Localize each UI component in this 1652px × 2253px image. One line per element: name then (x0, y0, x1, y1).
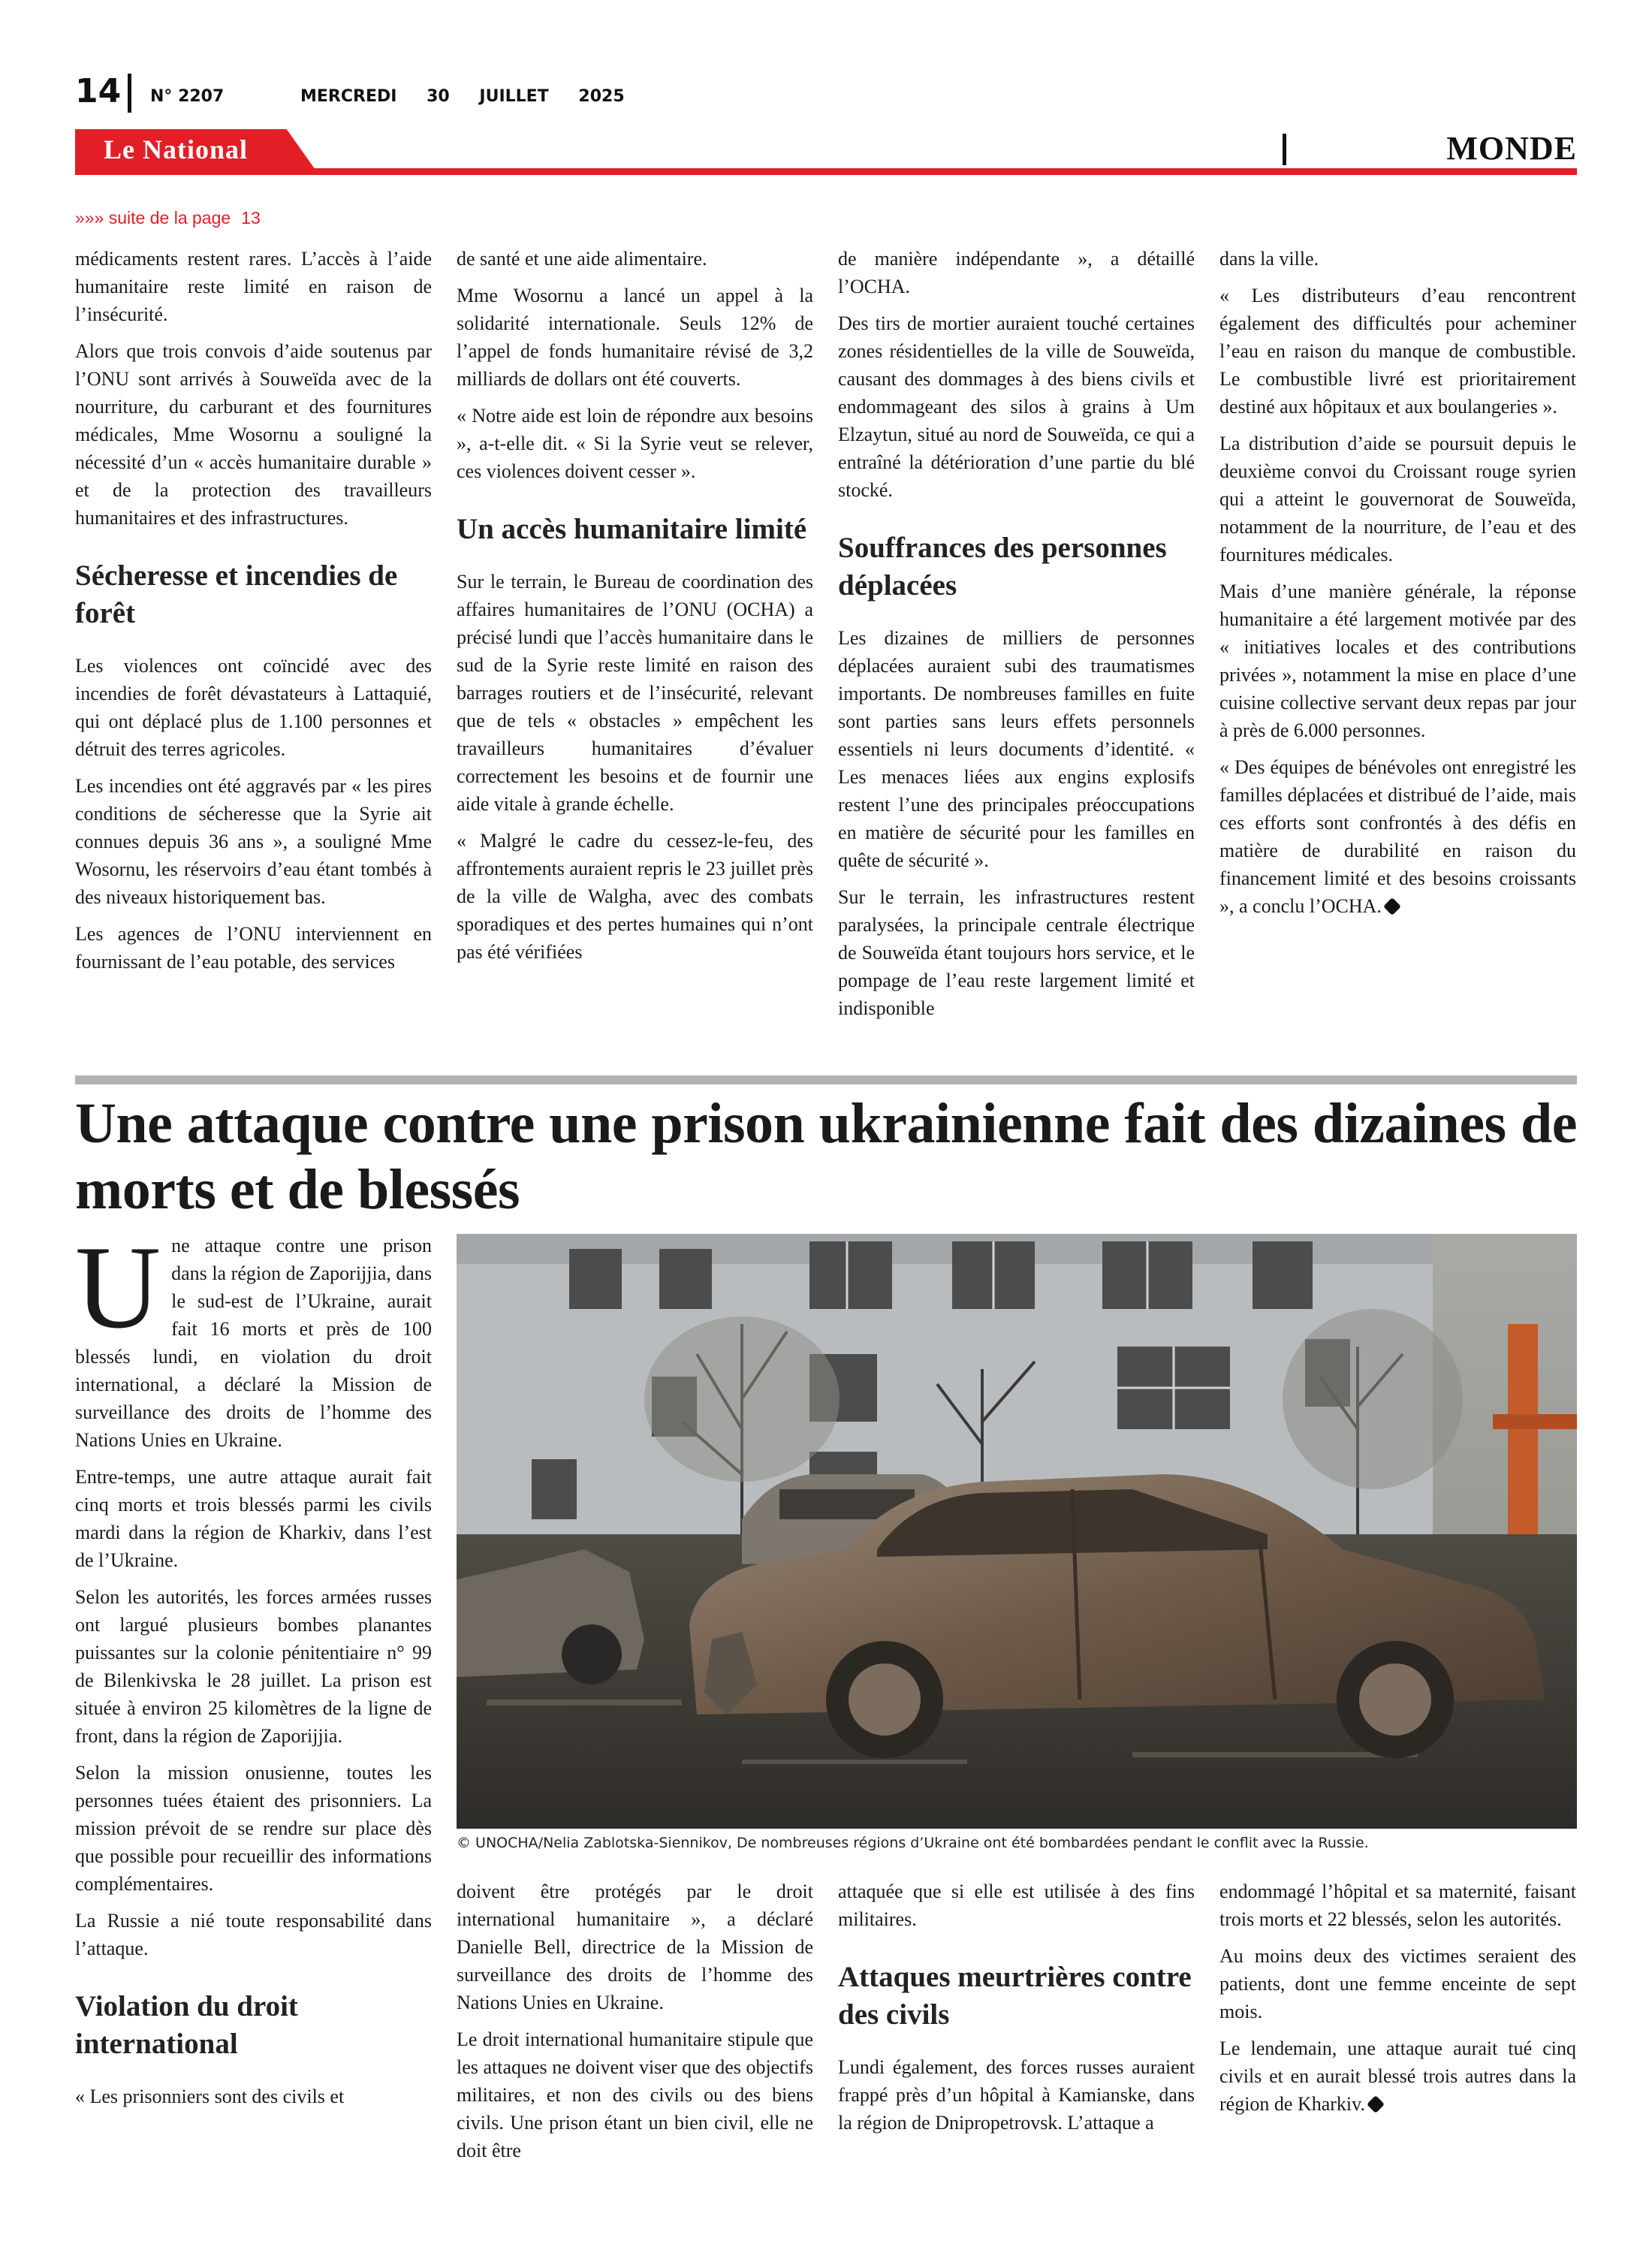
paragraph: Sur le terrain, les infrastructures restent paralysées, la principale centrale électrique de Souweïda étant toujours hors service, et le pompage de l’eau reste largement limité et indisponible (838, 886, 1195, 1019)
main-article-column-1 (75, 1222, 432, 2119)
paragraph: Le droit international humanitaire stipule que les attaques ne doivent viser que des objectifs militaires, et non des civils ou des biens civils. Une prison étant un bien civil, elle ne doit être (457, 2028, 813, 2161)
paragraph (1219, 753, 1576, 920)
section-divider (1283, 134, 1286, 165)
paragraph: dans la ville. (1219, 248, 1319, 270)
paragraph: Alors que trois convois d’aide soutenus par l’ONU sont arrivés à Souweïda avec de la nourriture, du carburant et des fournitures médicales, Mme Wosornu a souligné la nécessité d’un « accès humanitaire durable » et de la protection des travailleurs humanitaires et des infrastructures. (75, 340, 432, 529)
subheading: Violation du droit international (75, 1990, 298, 2060)
page-number: 14 (75, 72, 122, 110)
paragraph: La Russie a nié toute responsabilité dans l’attaque. (75, 1910, 432, 1959)
paragraph: Mais d’une manière générale, la réponse humanitaire a été largement motivée par des « initiatives locales et des contributions privées », notamment la mise en place d’une cuisine collective servant deux repas par jour à près de 6.000 personnes. (1219, 581, 1576, 741)
paragraph: doivent être protégés par le droit international humanitaire », a déclaré Danielle Bell, directrice de la Mission de surveillance des droits de l’homme des Nations Unies en Ukraine. (457, 1881, 813, 2013)
paragraph: Les agences de l’ONU interviennent en fournissant de l’eau potable, des services (75, 923, 432, 973)
header-rule (75, 168, 1577, 175)
publication-date (300, 87, 641, 106)
article-column-3 (838, 245, 1195, 1031)
date-month: JUILLET (479, 87, 549, 106)
paragraph: « Les prisonniers sont des civils et (75, 2086, 345, 2107)
paragraph: « Notre aide est loin de répondre aux besoins », a-t-elle dit. « Si la Syrie veut se relever, ces violences doivent cesser ». (457, 405, 813, 482)
date-number: 30 (427, 87, 450, 106)
lead-paragraph (75, 1222, 432, 1454)
article-column-1 (75, 245, 432, 985)
main-article-column-4 (1219, 1878, 1576, 2127)
paragraph: « Les distributeurs d’eau rencontrent également des difficultés pour acheminer l’eau en raison du manque de combustible. Le combustible livré est prioritairement destiné aux hôpitaux et aux boulangeries ». (1219, 285, 1576, 418)
article-column-4 (1219, 245, 1576, 929)
paragraph: médicaments restent rares. L’accès à l’aide humanitaire reste limité en raison de l’insécurité. (75, 248, 432, 325)
end-of-article-icon (1367, 2095, 1385, 2113)
paragraph-text: « Des équipes de bénévoles ont enregistré les familles déplacées et distribué de l’aide, mais ces efforts sont confrontés à des défis en matière de durabilité en raison du financement limité et des besoins croissants », a conclu l’OCHA. (1219, 756, 1576, 917)
paragraph-text: ne attaque contre une prison dans la région de Zaporijjia, dans le sud-est de l’Ukraine, aurait fait 16 morts et près de 100 blessés lundi, en violation du droit international, a déclaré la Mission de surveillance des droits de l’homme des Nations Unies en Ukraine. (75, 1235, 432, 1451)
paragraph: Les dizaines de milliers de personnes déplacées auraient subi des traumatismes importants. De nombreuses familles en fuite sont parties sans leurs effets personnels essentiels ni leurs documents d’identité. « Les menaces liées aux engins explosifs restent l’une des principales préoccupations en matière de sécurité pour les familles en quête de sécurité ». (838, 627, 1195, 871)
paragraph: de santé et une aide alimentaire. (457, 248, 707, 270)
photo-caption: © UNOCHA/Nelia Zablotska-Siennikov, De nombreuses régions d’Ukraine ont été bombardées pendant le conflit avec la Russie. (457, 1835, 1369, 1851)
paragraph: Lundi également, des forces russes auraient frappé près d’un hôpital à Kamianske, dans la région de Dnipropetrovsk. L’attaque a (838, 2056, 1195, 2134)
drop-cap: U (75, 1222, 161, 1353)
paragraph: Selon la mission onusienne, toutes les personnes tuées étaient des prisonniers. La mission prévoit de se rendre sur place dès que possible pour recueillir des informations complémentaires. (75, 1762, 432, 1895)
paragraph: Sur le terrain, le Bureau de coordination des affaires humanitaires de l’ONU (OCHA) a précisé lundi que l’accès humanitaire dans le sud de la Syrie reste limité en raison des barrages routiers et de l’insécurité, relevant que de tels « obstacles » empêchent les travailleurs humanitaires d’évaluer correctement les besoins et de fournir une aide vitale à grande échelle. (457, 571, 813, 815)
end-of-article-icon (1383, 897, 1401, 915)
date-day: MERCREDI (300, 87, 397, 106)
subheading: Attaques meurtrières contre des civils (838, 1961, 1192, 2031)
issue-number: N° 2207 (150, 87, 225, 106)
paragraph: Les violences ont coïncidé avec des incendies de forêt dévastateurs à Lattaquié, qui ont déplacé plus de 1.100 personnes et détruit des terres agricoles. (75, 655, 432, 760)
article-headline: Une attaque contre une prison ukrainienne fait des dizaines de morts et de blessés (75, 1092, 1577, 1221)
paragraph-text: Le lendemain, une attaque aurait tué cinq civils et en aurait blessé trois autres dans la région de Kharkiv. (1219, 2037, 1576, 2115)
paragraph: Mme Wosornu a lancé un appel à la solidarité internationale. Seuls 12% de l’appel de fonds humanitaire révisé de 3,2 milliards de dollars ont été couverts. (457, 285, 813, 390)
date-year: 2025 (578, 87, 625, 106)
paragraph: Selon les autorités, les forces armées russes ont largué plusieurs bombes planantes puissantes sur la colonie pénitentiaire n° 99 de Bilenkivska le 28 juillet. La prison est située à environ 25 kilomètres de la ligne de front, dans la région de Zaporijjia. (75, 1586, 432, 1747)
article-separator (75, 1075, 1577, 1084)
newspaper-logo: Le National (104, 134, 249, 164)
paragraph: Au moins deux des victimes seraient des patients, dont une femme enceinte de sept mois. (1219, 1945, 1576, 2022)
continued-from (75, 208, 261, 228)
subheading: Sécheresse et incendies de forêt (75, 559, 398, 629)
article-column-2 (457, 245, 813, 975)
paragraph (1219, 2034, 1576, 2118)
paragraph: de manière indépendante », a détaillé l’OCHA. (838, 248, 1195, 297)
main-article-column-3 (838, 1878, 1195, 2146)
continued-label: »»» suite de la page (75, 208, 231, 228)
paragraph: Les incendies ont été aggravés par « les pires conditions de sécheresse que la Syrie ait connues depuis 36 ans », a souligné Mme Wosornu, les réservoirs d’eau étant tombés à des niveaux historiquement bas. (75, 775, 432, 908)
paragraph: La distribution d’aide se poursuit depuis le deuxième convoi du Croissant rouge syrien qui a atteint le gouvernorat de Souweïda, notamment de la nourriture, de l’eau et des fournitures médicales. (1219, 433, 1576, 566)
folio-divider (128, 74, 131, 113)
burned-cars-photo (457, 1234, 1577, 1829)
paragraph: Des tirs de mortier auraient touché certaines zones résidentielles de la ville de Souweïda, causant des dommages à des biens civils et endommageant des silos à grains à Um Elzaytun, situé au nord de Souweïda, ce qui a entraîné la détérioration d’une partie du blé stocké. (838, 312, 1195, 501)
paragraph: attaquée que si elle est utilisée à des fins militaires. (838, 1881, 1195, 1930)
subheading: Un accès humanitaire limité (457, 513, 807, 545)
section-title: MONDE (1446, 130, 1577, 167)
paragraph: « Malgré le cadre du cessez-le-feu, des affrontements auraient repris le 23 juillet près de la ville de Walgha, avec des combats sporadiques et des pertes humaines qui n’ont pas été vérifiées (457, 830, 813, 963)
subheading: Souffrances des personnes déplacées (838, 532, 1167, 602)
main-article-column-2 (457, 1878, 813, 2173)
paragraph: endommagé l’hôpital et sa maternité, faisant trois morts et 22 blessés, selon les autorités. (1219, 1881, 1576, 1930)
continued-page: 13 (241, 208, 261, 228)
article-photo (457, 1234, 1577, 1829)
paragraph: Entre-temps, une autre attaque aurait fait cinq morts et trois blessés parmi les civils mardi dans la région de Kharkiv, dans l’est de l’Ukraine. (75, 1466, 432, 1571)
